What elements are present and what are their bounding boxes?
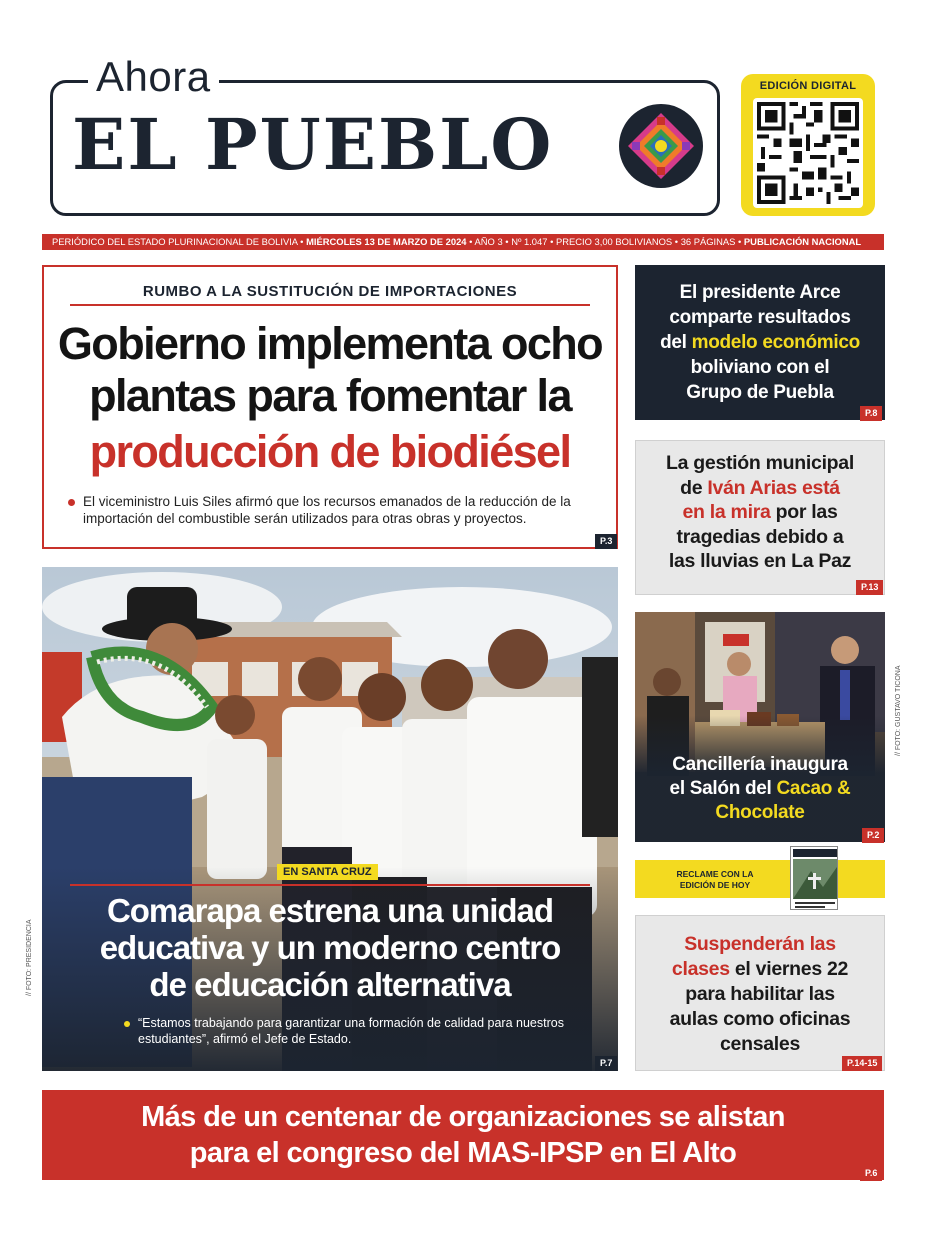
reclame-label: RECLAME CON LA EDICIÓN DE HOY (676, 869, 754, 890)
headline-line: Gobierno implementa ocho (57, 318, 603, 369)
headline-line: La gestión municipal (666, 452, 854, 474)
side-story-clases-headline[interactable] (635, 932, 885, 1057)
bullet-icon (68, 499, 75, 506)
headline-line: para habilitar las (685, 983, 835, 1005)
headline-text: por las (770, 501, 838, 523)
bullet-icon (124, 1021, 130, 1027)
supplement-thumbnail[interactable] (790, 846, 838, 910)
separator: • (550, 236, 554, 247)
headline-line: tragedias debido a (676, 525, 844, 548)
headline-line: El presidente Arce (679, 282, 841, 303)
main-story-headline-highlight[interactable]: producción de biodiésel (89, 426, 571, 477)
masthead-ahora: Ahora (88, 56, 219, 98)
headline-highlight: Iván Arias está (707, 476, 840, 499)
supplement-cover-icon (791, 847, 838, 910)
publisher-label: PERIÓDICO DEL ESTADO PLURINACIONAL DE BOLIVIA (52, 236, 298, 247)
edition-number: Nº 1.047 (511, 236, 548, 247)
headline-line: aulas como oficinas (669, 1008, 851, 1030)
qr-label: EDICIÓN DIGITAL (759, 80, 857, 92)
side-story-arce-headline[interactable] (635, 280, 885, 405)
side-story-arias-headline[interactable] (635, 451, 885, 574)
headline-line (635, 330, 885, 355)
headline-line: censales (720, 1033, 800, 1055)
headline-line: Más de un centenar de organizaciones se alistan (141, 1101, 785, 1133)
headline-line: Grupo de Puebla (686, 382, 834, 403)
edition-pages: 36 PÁGINAS (680, 236, 736, 247)
edition-year: AÑO 3 (474, 236, 503, 247)
separator: • (469, 236, 473, 247)
page-ref[interactable]: P.8 (860, 406, 882, 421)
headline-line: de educación alternativa (149, 966, 511, 1003)
headline-highlight: en la mira (682, 501, 771, 523)
edition-info-bar (42, 234, 884, 250)
headline-text: del (660, 332, 692, 353)
headline-text: el Salón del (669, 778, 777, 799)
separator: • (674, 236, 679, 247)
photo-credit: // FOTO: PRESIDENCIA (26, 919, 33, 996)
headline-line (635, 476, 885, 501)
photo-story-summary: “Estamos trabajando para garantizar una formación de calidad para nuestros estudiantes”, afirmó el Jefe de Estado. (138, 1016, 564, 1046)
page-ref[interactable]: P.2 (862, 828, 884, 843)
page-ref[interactable]: P.6 (860, 1166, 882, 1181)
qr-code-icon[interactable] (757, 102, 859, 204)
masthead-title[interactable]: EL PUEBLO (72, 103, 554, 186)
page-ref[interactable]: P.13 (856, 580, 883, 595)
edition-date: MIÉRCOLES 13 DE MARZO DE 2024 (306, 236, 467, 247)
headline-line: las lluvias en La Paz (668, 550, 852, 572)
main-story-summary: El viceministro Luis Siles afirmó que los recursos emanados de la reducción de la importación del combustible serán utilizados para otras obras y proyectos. (83, 494, 571, 526)
headline-line (635, 500, 885, 525)
headline-highlight: clases (671, 958, 730, 980)
kicker-divider (70, 884, 590, 886)
main-story-kicker: RUMBO A LA SUSTITUCIÓN DE IMPORTACIONES (142, 283, 518, 300)
headline-line: para el congreso del MAS-IPSP en El Alto (189, 1137, 737, 1169)
page-ref[interactable]: P.14-15 (842, 1056, 882, 1071)
edition-price: PRECIO 3,00 BOLIVIANOS (555, 236, 673, 247)
page-ref[interactable]: P.3 (595, 534, 617, 549)
page-ref[interactable]: P.7 (595, 1056, 617, 1071)
photo-story-kicker: EN SANTA CRUZ (277, 864, 378, 880)
headline-line: comparte resultados (669, 307, 851, 328)
headline-line: educativa y un moderno centro (99, 929, 561, 966)
headline-text: de (680, 476, 708, 499)
headline-line: Cancillería inaugura (672, 754, 848, 775)
headline-line: Comarapa estrena una unidad (106, 892, 554, 929)
headline-line (635, 777, 885, 801)
main-story-headline[interactable] (42, 318, 618, 422)
headline-line: boliviano con el (690, 357, 830, 378)
separator: • (300, 236, 304, 247)
headline-highlight: Suspenderán las (684, 933, 836, 955)
headline-text: el viernes 22 (729, 958, 849, 980)
bottom-banner-headline[interactable] (42, 1099, 884, 1171)
headline-line (635, 957, 885, 982)
headline-line: plantas para fomentar la (89, 370, 571, 421)
side-story-cacao-headline[interactable] (635, 753, 885, 825)
kicker-divider (70, 304, 590, 306)
emblem-icon (618, 103, 704, 189)
photo-story-headline[interactable] (42, 892, 618, 1003)
edition-scope: PUBLICACIÓN NACIONAL (743, 236, 862, 247)
photo-credit: // FOTO: GUSTAVO TICONA (895, 665, 902, 756)
headline-highlight: modelo económico (691, 332, 860, 353)
headline-highlight: Cacao & (776, 778, 851, 799)
headline-highlight: Chocolate (715, 802, 805, 823)
separator: • (505, 236, 509, 247)
separator: • (738, 236, 742, 247)
